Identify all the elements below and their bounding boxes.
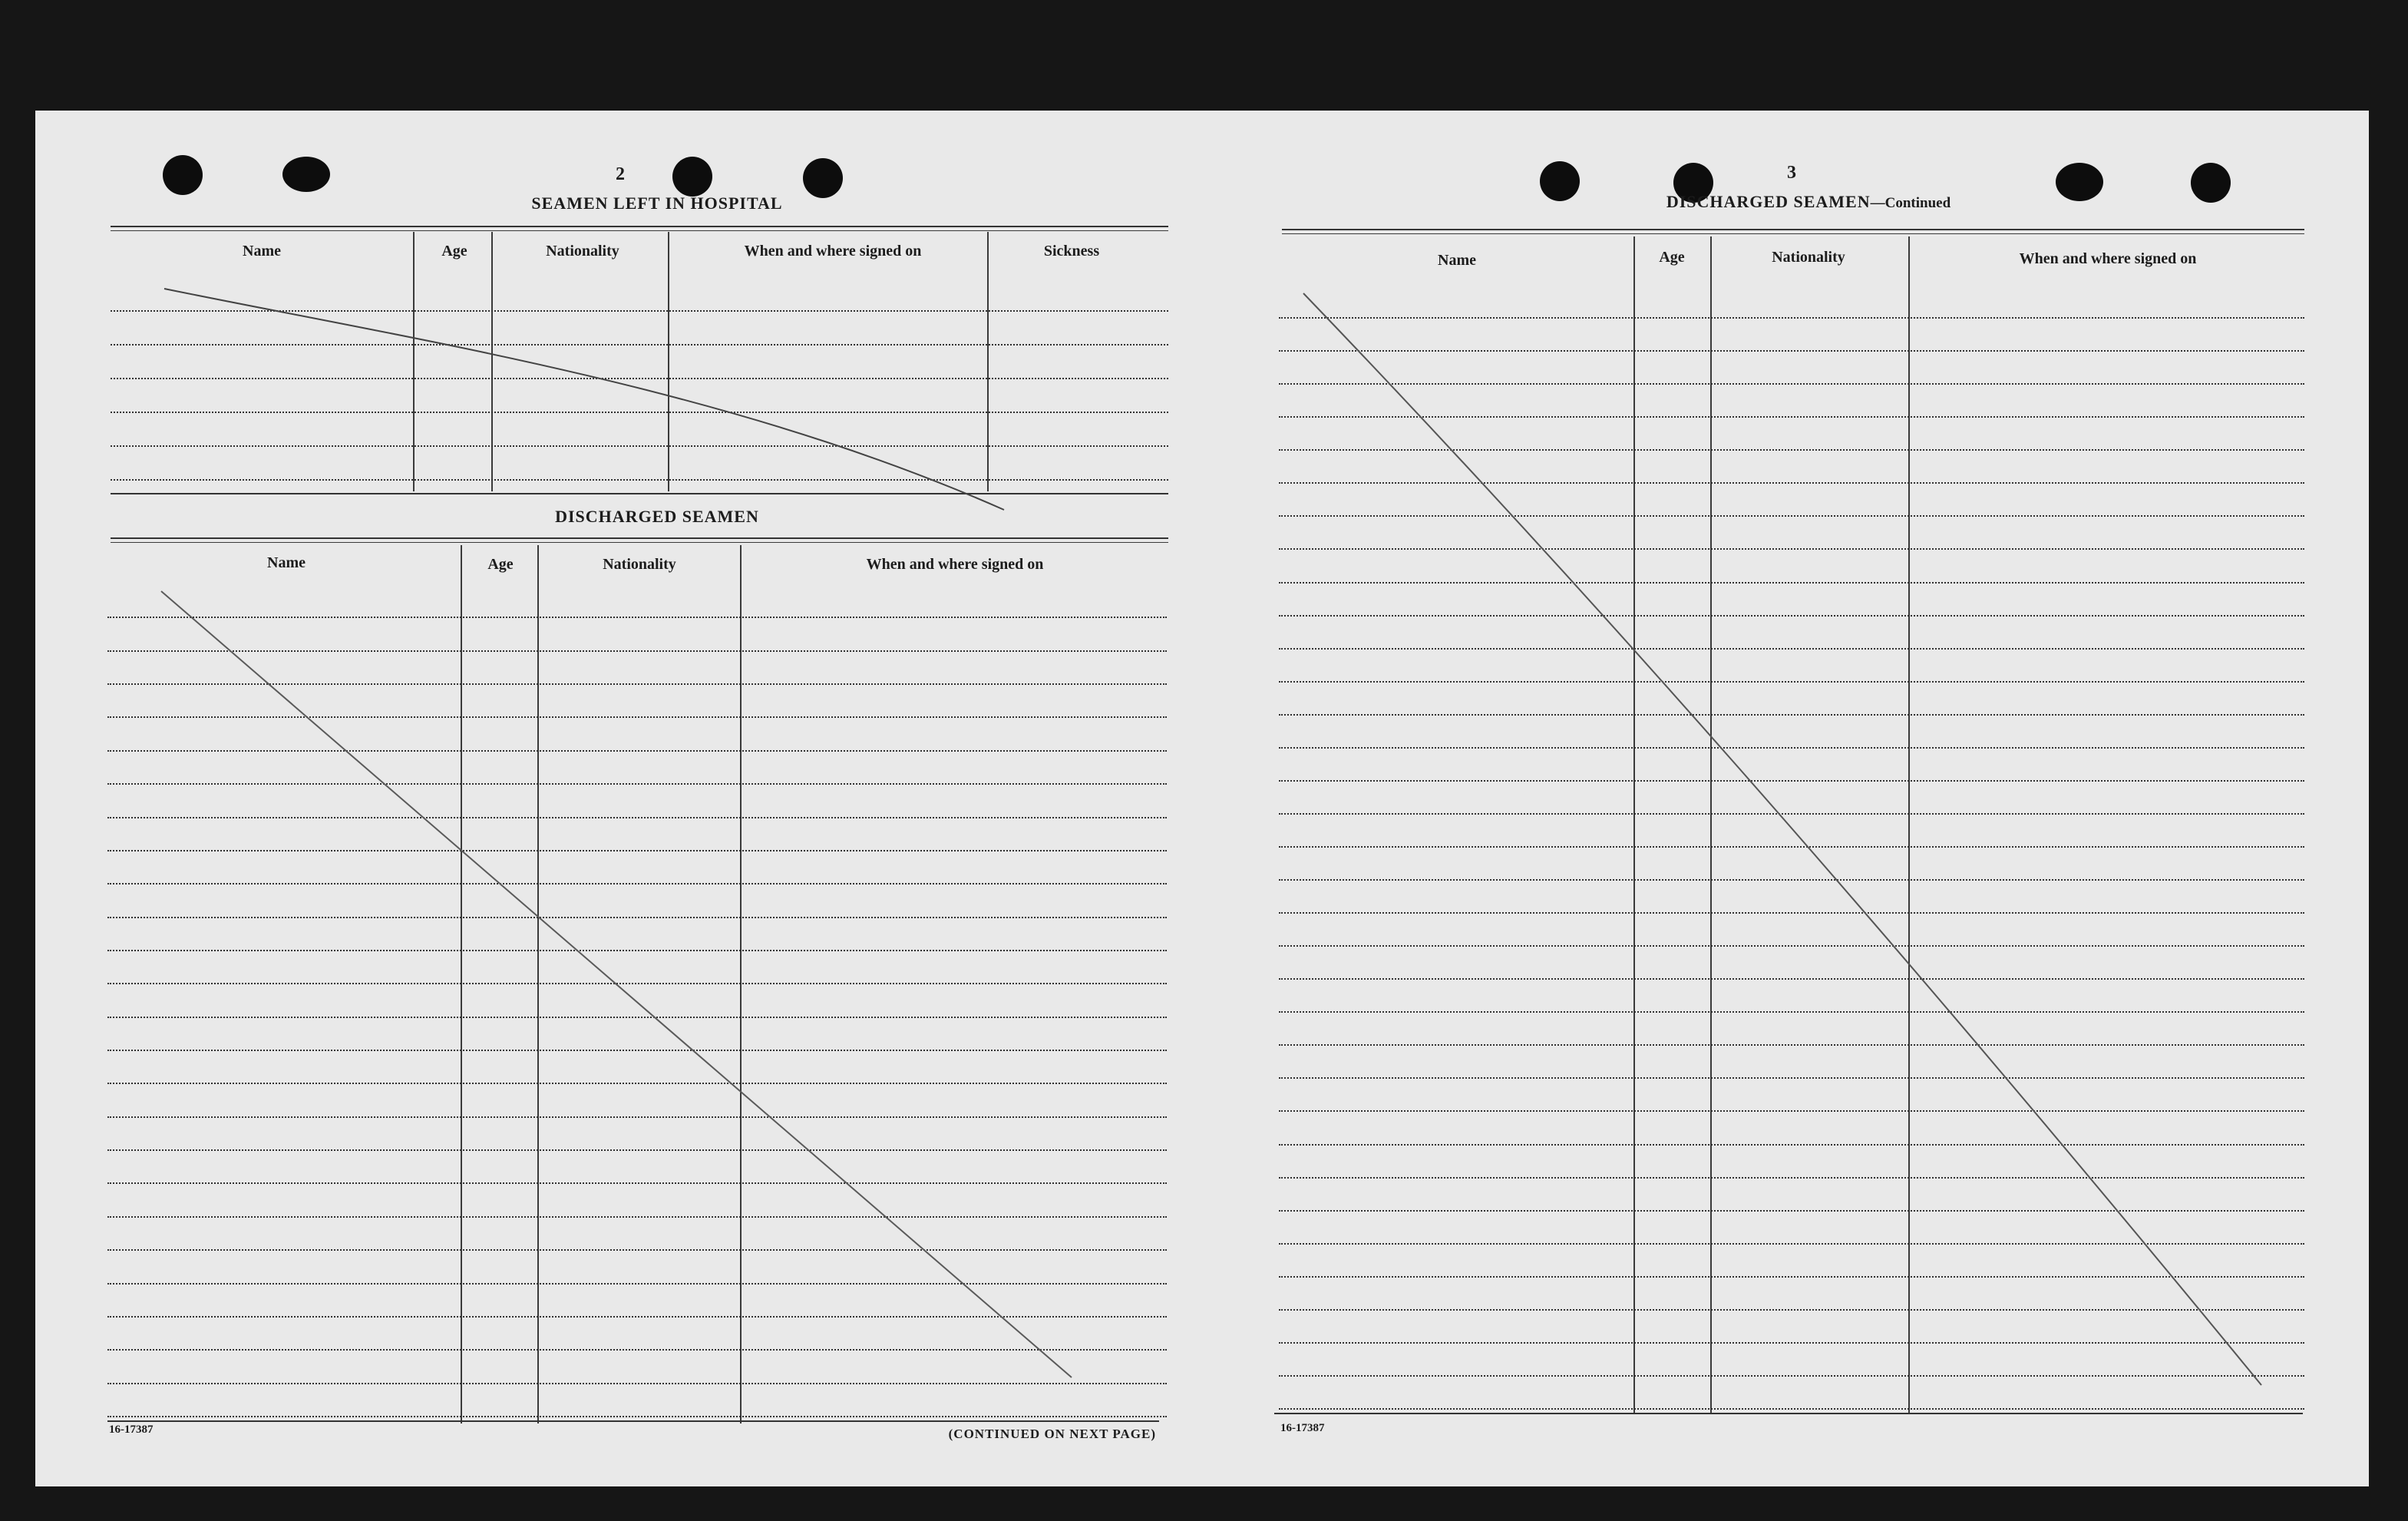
column-header-nationality: Nationality	[546, 243, 619, 260]
entry-row-line	[107, 1283, 1167, 1285]
entry-row-line	[111, 445, 1168, 447]
entry-row-line	[107, 1149, 1167, 1151]
entry-row-line	[107, 1083, 1167, 1084]
right-top-rule	[1282, 229, 2304, 230]
punch-hole	[282, 157, 330, 192]
column-divider	[413, 232, 415, 491]
entry-row-line	[107, 650, 1167, 652]
form-code: 16-17387	[109, 1423, 154, 1436]
entry-row-line	[107, 683, 1167, 685]
column-header-sickness: Sickness	[1043, 243, 1100, 260]
column-header-age: Age	[487, 556, 514, 573]
entry-row-line	[1279, 912, 2304, 914]
entry-row-line	[107, 1349, 1167, 1351]
entry-row-line	[111, 378, 1168, 379]
entry-row-line	[107, 883, 1167, 884]
form-code: 16-17387	[1280, 1422, 1325, 1434]
column-divider	[668, 232, 669, 491]
column-divider	[1633, 236, 1635, 1413]
entry-row-line	[107, 783, 1167, 785]
entry-row-line	[107, 1116, 1167, 1118]
right-top-rule	[1282, 233, 2304, 234]
cancel-stroke	[164, 289, 1004, 510]
entry-row-line	[107, 950, 1167, 951]
entry-row-line	[1279, 879, 2304, 881]
entry-row-line	[107, 983, 1167, 984]
discharged-top-rule	[111, 537, 1168, 539]
entry-row-line	[1279, 416, 2304, 418]
entry-row-line	[1279, 747, 2304, 749]
entry-row-line	[1279, 780, 2304, 782]
ledger-sheet	[35, 111, 2369, 1486]
entry-row-line	[1279, 482, 2304, 484]
entry-row-line	[107, 716, 1167, 718]
column-header-nationality: Nationality	[1772, 249, 1845, 266]
discharged-continued-title	[1586, 192, 2031, 212]
entry-row-line	[111, 310, 1168, 312]
entry-row-line	[1279, 1011, 2304, 1013]
entry-row-line	[1279, 648, 2304, 650]
entry-row-line	[107, 850, 1167, 851]
column-divider	[1710, 236, 1712, 1413]
continued-note: (CONTINUED ON NEXT PAGE)	[948, 1427, 1156, 1441]
entry-row-line	[107, 1182, 1167, 1184]
entry-row-line	[1279, 1110, 2304, 1112]
entry-row-line	[1279, 582, 2304, 584]
entry-row-line	[1279, 1309, 2304, 1311]
entry-row-line	[111, 479, 1168, 481]
entry-row-line	[107, 1216, 1167, 1218]
entry-row-line	[1279, 615, 2304, 617]
entry-row-line	[107, 817, 1167, 818]
hospital-top-rule	[111, 226, 1168, 227]
column-divider	[491, 232, 493, 491]
column-header-name: Name	[1438, 252, 1476, 269]
hospital-bottom-rule	[111, 493, 1168, 494]
page-number: 3	[1787, 163, 1796, 183]
entry-row-line	[107, 1050, 1167, 1051]
entry-row-line	[1279, 1044, 2304, 1046]
entry-row-line	[1279, 1408, 2304, 1410]
column-header-signed-on: When and where signed on	[744, 243, 922, 260]
left-bottom-rule	[107, 1420, 1159, 1422]
entry-row-line	[1279, 1342, 2304, 1344]
entry-row-line	[107, 750, 1167, 752]
entry-row-line	[1279, 515, 2304, 517]
entry-row-line	[107, 617, 1167, 618]
right-bottom-rule	[1274, 1413, 2303, 1414]
entry-row-line	[1279, 1375, 2304, 1377]
entry-row-line	[1279, 1077, 2304, 1079]
hospital-section-title: SEAMEN LEFT IN HOSPITAL	[531, 193, 783, 213]
punch-hole	[2191, 163, 2231, 203]
punch-hole	[1540, 161, 1580, 201]
column-header-name: Name	[243, 243, 281, 260]
column-header-name: Name	[267, 554, 306, 571]
title-suffix: —Continued	[1870, 195, 1951, 211]
entry-row-line	[1279, 317, 2304, 319]
entry-row-line	[1279, 978, 2304, 980]
column-header-signed-on: When and where signed on	[2019, 250, 2197, 267]
discharged-top-rule	[111, 542, 1168, 543]
entry-row-line	[1279, 1177, 2304, 1179]
entry-row-line	[107, 1249, 1167, 1251]
entry-row-line	[107, 1416, 1167, 1417]
column-header-age: Age	[1659, 249, 1685, 266]
entry-row-line	[1279, 1210, 2304, 1212]
entry-row-line	[1279, 449, 2304, 451]
cancel-stroke	[1303, 293, 2261, 1385]
entry-row-line	[1279, 714, 2304, 716]
discharged-section-title: DISCHARGED SEAMEN	[555, 507, 759, 526]
entry-row-line	[1279, 813, 2304, 815]
column-header-signed-on: When and where signed on	[866, 556, 1044, 573]
punch-hole	[163, 155, 203, 195]
entry-row-line	[1279, 548, 2304, 550]
column-header-nationality: Nationality	[603, 556, 676, 573]
column-divider	[987, 232, 989, 491]
entry-row-line	[111, 412, 1168, 413]
entry-row-line	[107, 917, 1167, 918]
entry-row-line	[1279, 846, 2304, 848]
hospital-top-rule	[111, 230, 1168, 231]
page-number: 2	[616, 164, 625, 184]
punch-hole	[803, 158, 843, 198]
entry-row-line	[1279, 681, 2304, 683]
entry-row-line	[107, 1316, 1167, 1318]
entry-row-line	[1279, 350, 2304, 352]
title-main: DISCHARGED SEAMEN	[1666, 192, 1871, 211]
column-divider	[1908, 236, 1910, 1413]
entry-row-line	[1279, 383, 2304, 385]
column-header-age: Age	[441, 243, 467, 260]
entry-row-line	[1279, 1276, 2304, 1278]
entry-row-line	[111, 344, 1168, 346]
entry-row-line	[107, 1017, 1167, 1018]
punch-hole	[672, 157, 712, 197]
entry-row-line	[1279, 1144, 2304, 1146]
entry-row-line	[1279, 945, 2304, 947]
entry-row-line	[1279, 1243, 2304, 1245]
punch-hole	[2056, 163, 2103, 201]
entry-row-line	[107, 1383, 1167, 1384]
